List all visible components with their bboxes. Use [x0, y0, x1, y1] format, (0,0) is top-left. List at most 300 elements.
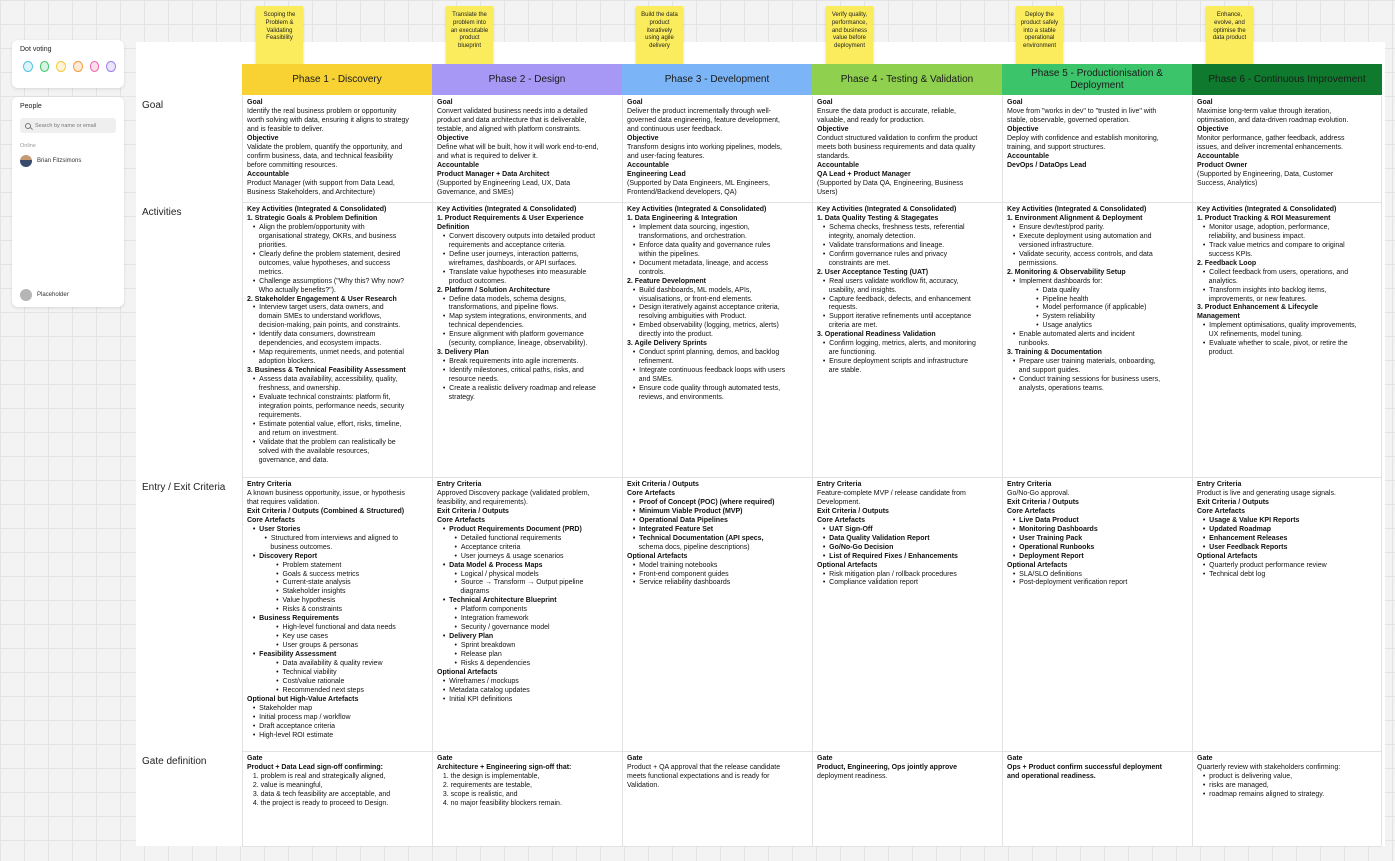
- activities-line: UX refinements, model tuning.: [1197, 331, 1303, 339]
- criteria-line: • Initial KPI definitions: [437, 695, 513, 703]
- activities-line: reviews, and environments.: [627, 394, 724, 402]
- activities-line: controls.: [627, 268, 666, 276]
- placeholder-avatar: [20, 289, 32, 301]
- gate-cell-discovery[interactable]: [242, 752, 431, 846]
- goal-cell-improvement[interactable]: [1192, 96, 1381, 202]
- activities-line: • Estimate potential value, effort, risks, timeline,: [247, 420, 402, 428]
- dot-voting-title: Dot voting: [20, 46, 52, 53]
- gate-line: deployment readiness.: [817, 772, 888, 780]
- goal-line: training, and support structures.: [1007, 143, 1106, 151]
- activities-line: 3. Delivery Plan: [437, 349, 489, 357]
- activities-line: success KPIs.: [1197, 250, 1253, 258]
- activities-line: • Confirm governance rules and privacy: [817, 250, 948, 258]
- row-divider: [242, 751, 1381, 752]
- activities-line: are functioning.: [817, 349, 877, 357]
- activities-line: domain SMEs to understand workflows,: [247, 313, 382, 321]
- activities-line: • Support iterative refinements until acceptance: [817, 313, 972, 321]
- gate-line: • product is delivering value,: [1197, 772, 1293, 780]
- gate-line: Product, Engineering, Ops jointly approve: [817, 763, 958, 771]
- avatar: [20, 155, 32, 167]
- activities-line: • Implement dashboards for:: [1007, 277, 1103, 285]
- criteria-line: • Wireframes / mockups: [437, 677, 519, 685]
- blue-dot[interactable]: [23, 61, 33, 72]
- dot-voting-panel: [12, 40, 124, 88]
- criteria-line: • Key use cases: [247, 633, 329, 641]
- criteria-line: • Data availability & quality review: [247, 660, 383, 668]
- activities-line: • Implement data sourcing, ingestion,: [627, 223, 750, 231]
- criteria-cell-discovery[interactable]: [242, 478, 431, 751]
- criteria-line: • Acceptance criteria: [437, 543, 521, 551]
- activities-line: • Enable automated alerts and incident: [1007, 331, 1135, 339]
- goal-line: testable, and aligned with platform constraints.: [437, 125, 581, 133]
- criteria-line: • Monitoring Dashboards: [1007, 525, 1098, 533]
- criteria-line: • Product Requirements Document (PRD): [437, 525, 582, 533]
- goal-line: Convert validated business needs into a detailed: [437, 107, 588, 115]
- criteria-line: Core Artefacts: [1007, 507, 1055, 515]
- activities-line: Key Activities (Integrated & Consolidated): [817, 206, 957, 213]
- criteria-line: • Risks & dependencies: [437, 660, 531, 668]
- criteria-line: • User journeys & usage scenarios: [437, 552, 564, 560]
- activities-line: • Prepare user training materials, onboarding,: [1007, 358, 1156, 366]
- goal-line: Goal: [437, 99, 453, 106]
- criteria-line: • Technical viability: [247, 669, 337, 677]
- activities-cell-improvement[interactable]: [1192, 203, 1381, 477]
- goal-line: (Supported by Engineering Lead, UX, Data: [437, 179, 571, 187]
- gate-line: • risks are managed,: [1197, 781, 1269, 789]
- criteria-line: • UAT Sign-Off: [817, 525, 873, 533]
- activities-line: • Conduct sprint planning, demos, and backlog: [627, 349, 780, 357]
- criteria-line: • User Training Pack: [1007, 534, 1083, 542]
- gate-line: • roadmap remains aligned to strategy.: [1197, 790, 1325, 798]
- activities-line: • Evaluate whether to scale, pivot, or retire the: [1197, 340, 1348, 348]
- activities-line: • Assess data availability, accessibility, quality,: [247, 376, 398, 384]
- goal-line: Accountable: [247, 170, 290, 178]
- phase-header-improvement[interactable]: Phase 6 - Continuous Improvement: [1192, 64, 1382, 95]
- activities-line: integrity, anomaly detection.: [817, 232, 916, 240]
- row-label-entry-exit: Entry / Exit Criteria: [142, 482, 226, 493]
- goal-line: and continuous user feedback.: [627, 125, 723, 133]
- goal-line: stable, observable, governed operation.: [1007, 116, 1130, 124]
- goal-line: Business Stakeholders, and Architecture): [247, 188, 376, 196]
- activities-line: • Embed observability (logging, metrics, alerts): [627, 322, 779, 330]
- criteria-line: Optional Artefacts: [1197, 552, 1258, 560]
- gate-line: Ops + Product confirm successful deployment: [1007, 763, 1163, 771]
- criteria-line: • Quarterly product performance review: [1197, 561, 1327, 569]
- criteria-line: • High-level functional and data needs: [247, 624, 396, 632]
- row-label-activities: Activities: [142, 207, 182, 218]
- activities-line: Management: [1197, 313, 1240, 321]
- criteria-line: • Structured from interviews and aligned to: [247, 534, 399, 542]
- activities-line: analytics.: [1197, 277, 1238, 285]
- activities-line: product.: [1197, 349, 1234, 357]
- activities-cell-testing[interactable]: [812, 203, 1001, 477]
- criteria-line: • Front-end component guides: [627, 570, 729, 578]
- goal-line: Governance, and SMEs): [437, 188, 514, 196]
- column-divider: [622, 96, 623, 846]
- online-status-label: Online: [20, 143, 36, 149]
- criteria-line: • Go/No-Go Decision: [817, 543, 894, 551]
- sticky-note-improvement[interactable]: [1206, 6, 1253, 66]
- orange-dot[interactable]: [73, 61, 83, 72]
- criteria-line: Optional Artefacts: [1007, 561, 1068, 569]
- criteria-line: • Stakeholder map: [247, 704, 313, 712]
- activities-line: • Validate transformations and lineage.: [817, 241, 945, 249]
- gate-cell-deployment[interactable]: [1002, 752, 1191, 846]
- activities-line: 3. Agile Delivery Sprints: [627, 340, 707, 348]
- activities-line: • Map requirements, unmet needs, and potential: [247, 349, 404, 357]
- criteria-line: • Detailed functional requirements: [437, 534, 562, 542]
- criteria-line: Entry Criteria: [1197, 481, 1242, 488]
- column-divider: [432, 96, 433, 846]
- activities-line: • Ensure dev/test/prod parity.: [1007, 223, 1105, 231]
- activities-line: are stable.: [817, 367, 862, 375]
- activities-line: • Monitor usage, adoption, performance,: [1197, 223, 1330, 231]
- activities-line: • Real users validate workflow fit, accuracy,: [817, 277, 959, 285]
- activities-line: usability, and insights.: [817, 286, 897, 294]
- criteria-line: Go/No-Go approval.: [1007, 489, 1070, 497]
- activities-line: • Map system integrations, environments, and: [437, 313, 587, 321]
- criteria-line: Exit Criteria / Outputs: [817, 507, 889, 515]
- goal-line: (Supported by Data Engineers, ML Engineers,: [627, 179, 770, 187]
- gate-line: meets functional expectations and is ready for: [627, 772, 770, 780]
- activities-line: • Define data models, schema designs,: [437, 295, 566, 303]
- activities-line: Key Activities (Integrated & Consolidated): [1007, 206, 1147, 213]
- activities-line: • Document metadata, lineage, and access: [627, 259, 768, 267]
- activities-line: resolving ambiguities with Product.: [627, 313, 747, 321]
- activities-line: 2. User Acceptance Testing (UAT): [817, 268, 929, 276]
- activities-line: transformations, and pipeline flows.: [437, 304, 559, 312]
- goal-line: Accountable: [1007, 152, 1050, 160]
- gate-line: Gate: [247, 755, 263, 762]
- criteria-line: • Recommended next steps: [247, 686, 364, 694]
- phase-header-discovery[interactable]: Phase 1 - Discovery: [242, 64, 432, 95]
- gate-line: and operational readiness.: [1007, 772, 1096, 780]
- criteria-line: feasibility, and requirements).: [437, 498, 528, 506]
- goal-cell-discovery[interactable]: [242, 96, 431, 202]
- gate-line: Gate: [817, 755, 833, 762]
- activities-line: governance, and data.: [247, 456, 329, 464]
- goal-line: Objective: [247, 134, 279, 142]
- activities-line: freshness, and ownership.: [247, 385, 341, 393]
- criteria-line: Entry Criteria: [1007, 481, 1052, 488]
- criteria-line: • Problem statement: [247, 561, 342, 569]
- search-placeholder: Search by name or email: [35, 122, 97, 129]
- criteria-line: • Proof of Concept (POC) (where required): [627, 498, 775, 506]
- activities-line: • Identify milestones, critical paths, risks, and: [437, 367, 584, 375]
- activities-line: resource needs.: [437, 376, 499, 384]
- activities-line: permissions.: [1007, 259, 1058, 267]
- sticky-note-testing[interactable]: [826, 6, 873, 66]
- criteria-line: • Risk mitigation plan / rollback procedures: [817, 570, 957, 578]
- activities-line: • Conduct training sessions for business users,: [1007, 376, 1161, 384]
- gate-line: 3. scope is realistic, and: [437, 790, 518, 798]
- criteria-line: • Operational Data Pipelines: [627, 516, 728, 524]
- activities-line: 1. Data Quality Testing & Stagegates: [817, 214, 939, 222]
- gate-cell-design[interactable]: [432, 752, 621, 846]
- column-divider: [242, 96, 243, 846]
- criteria-line: • Current-state analysis: [247, 579, 351, 587]
- criteria-cell-design[interactable]: [432, 478, 621, 751]
- activities-line: • Validate that the problem can realistically be: [247, 438, 396, 446]
- people-title: People: [20, 103, 42, 110]
- activities-line: solved with the available resources,: [247, 447, 370, 455]
- criteria-line: • Data Quality Validation Report: [817, 534, 930, 542]
- activities-line: • Model performance (if applicable): [1007, 304, 1147, 312]
- activities-line: 1. Strategic Goals & Problem Definition: [247, 214, 378, 222]
- row-divider: [242, 477, 1381, 478]
- activities-cell-discovery[interactable]: [242, 203, 431, 477]
- activities-line: product outcomes.: [437, 277, 507, 285]
- gate-cell-testing[interactable]: [812, 752, 1001, 846]
- purple-dot[interactable]: [106, 61, 116, 72]
- goal-line: Objective: [1197, 125, 1229, 133]
- goal-line: Goal: [247, 99, 263, 106]
- gate-line: 2. value is meaningful,: [247, 781, 323, 789]
- goal-line: standards.: [817, 152, 850, 160]
- goal-line: meets both business requirements and data quality: [817, 143, 976, 151]
- goal-line: (Supported by Engineering, Data, Customer: [1197, 170, 1334, 178]
- goal-line: Define what will be built, how it will work end-to-end,: [437, 143, 599, 151]
- criteria-line: Optional but High-Value Artefacts: [247, 695, 359, 703]
- criteria-cell-improvement[interactable]: [1192, 478, 1381, 751]
- activities-line: • Challenge assumptions ("Why this? Why now?: [247, 277, 405, 285]
- activities-line: • Ensure code quality through automated tests,: [627, 385, 781, 393]
- sticky-note-text: Enhance, evolve, and optimise the data product: [1212, 12, 1247, 42]
- activities-line: • Track value metrics and compare to original: [1197, 241, 1345, 249]
- gate-line: 1. problem is real and strategically aligned,: [247, 772, 386, 780]
- criteria-line: A known business opportunity, issue, or hypothesis: [247, 489, 405, 497]
- goal-line: Transform designs into working pipelines, models,: [627, 143, 782, 151]
- activities-line: • Capture feedback, defects, and enhancement: [817, 295, 971, 303]
- activities-line: adoption blockers.: [247, 358, 316, 366]
- activities-line: analysts, operations teams.: [1007, 385, 1104, 393]
- criteria-line: • High-level ROI estimate: [247, 731, 334, 739]
- criteria-line: diagrams: [437, 588, 490, 596]
- dot-voting-colors: [20, 61, 116, 72]
- activities-line: directly into the product.: [627, 331, 713, 339]
- criteria-line: Product is live and generating usage signals.: [1197, 489, 1336, 497]
- criteria-line: • Release plan: [437, 651, 502, 659]
- criteria-line: • Goals & success metrics: [247, 570, 360, 578]
- activities-line: • Schema checks, freshness tests, referential: [817, 223, 965, 231]
- sticky-note-design[interactable]: [446, 6, 493, 66]
- column-divider: [1192, 96, 1193, 846]
- goal-cell-deployment[interactable]: [1002, 96, 1191, 202]
- goal-line: Goal: [627, 99, 643, 106]
- criteria-line: Optional Artefacts: [437, 669, 498, 677]
- activities-line: • Interview target users, data owners, and: [247, 304, 384, 312]
- gate-line: Gate: [1197, 755, 1213, 762]
- goal-line: Deliver the product incrementally through well-: [627, 107, 771, 115]
- criteria-line: Core Artefacts: [437, 516, 485, 524]
- criteria-line: • Post-deployment verification report: [1007, 579, 1128, 587]
- goal-line: Maximise long-term value through iteration,: [1197, 107, 1332, 115]
- criteria-line: Core Artefacts: [247, 516, 295, 524]
- activities-line: • Create a realistic delivery roadmap and release: [437, 385, 596, 393]
- criteria-line: • Enhancement Releases: [1197, 534, 1288, 542]
- criteria-line: • Initial process map / workflow: [247, 713, 351, 721]
- criteria-line: Feature-complete MVP / release candidate from: [817, 489, 966, 497]
- activities-line: 2. Feedback Loop: [1197, 259, 1257, 267]
- activities-line: • Execute deployment using automation and: [1007, 232, 1152, 240]
- goal-line: before committing resources.: [247, 161, 338, 169]
- activities-line: 3. Product Enhancement & Lifecycle: [1197, 304, 1318, 312]
- gate-line: 4. no major feasibility blockers remain.: [437, 799, 562, 807]
- activities-line: versioned infrastructure.: [1007, 241, 1094, 249]
- activities-line: constraints are met.: [817, 259, 891, 267]
- activities-line: priorities.: [247, 241, 288, 249]
- activities-line: • Validate security, access controls, and data: [1007, 250, 1153, 258]
- criteria-line: Optional Artefacts: [627, 552, 688, 560]
- activities-line: • System reliability: [1007, 313, 1096, 321]
- activities-line: 3. Operational Readiness Validation: [817, 331, 936, 339]
- criteria-line: • Model training notebooks: [627, 561, 718, 569]
- activities-line: Who actually benefits?").: [247, 286, 336, 294]
- activities-line: 2. Stakeholder Engagement & User Research: [247, 295, 397, 303]
- criteria-line: Entry Criteria: [437, 481, 482, 488]
- gate-line: Architecture + Engineering sign-off that:: [437, 763, 572, 771]
- activities-line: • Translate value hypotheses into measurable: [437, 268, 587, 276]
- criteria-line: • Logical / physical models: [437, 570, 539, 578]
- activities-line: and SMEs.: [627, 376, 673, 384]
- activities-line: criteria are met.: [817, 322, 878, 330]
- criteria-line: Optional Artefacts: [817, 561, 878, 569]
- criteria-line: schema docs, pipeline descriptions): [627, 543, 750, 551]
- activities-cell-deployment[interactable]: [1002, 203, 1191, 477]
- goal-line: DevOps / DataOps Lead: [1007, 161, 1087, 169]
- criteria-line: • Minimum Viable Product (MVP): [627, 507, 743, 515]
- goal-line: Deploy with confidence and establish monitoring,: [1007, 134, 1159, 142]
- activities-line: 1. Product Requirements & User Experience: [437, 214, 584, 222]
- goal-line: Objective: [817, 125, 849, 133]
- goal-line: Engineering Lead: [627, 170, 686, 178]
- goal-line: valuable, and ready for production.: [817, 116, 925, 124]
- row-divider: [242, 846, 1381, 847]
- phase-header-deployment[interactable]: Phase 5 - Productionisation & Deployment: [1002, 64, 1192, 95]
- activities-line: 3. Business & Technical Feasibility Assessment: [247, 367, 406, 375]
- activities-line: runbooks.: [1007, 340, 1050, 348]
- criteria-line: business outcomes.: [247, 543, 333, 551]
- activities-line: • Data quality: [1007, 286, 1080, 294]
- goal-line: and what is required to deliver it.: [437, 152, 538, 160]
- people-search-input[interactable]: [20, 118, 116, 133]
- activities-line: requirements.: [247, 411, 302, 419]
- row-label-goal: Goal: [142, 100, 164, 111]
- criteria-line: • Stakeholder insights: [247, 588, 346, 596]
- gate-line: Product + QA approval that the release candidate: [627, 763, 781, 771]
- activities-line: Key Activities (Integrated & Consolidated): [627, 206, 767, 213]
- criteria-line: • Sprint breakdown: [437, 642, 516, 650]
- activities-line: • Ensure alignment with platform governance: [437, 331, 584, 339]
- criteria-cell-deployment[interactable]: [1002, 478, 1191, 751]
- criteria-line: • Security / governance model: [437, 624, 550, 632]
- activities-line: • Enforce data quality and governance rules: [627, 241, 771, 249]
- activities-line: outcomes, value hypotheses, and success: [247, 259, 391, 267]
- activities-cell-design[interactable]: [432, 203, 621, 477]
- person-item[interactable]: [20, 155, 116, 167]
- activities-line: • Identify data consumers, downstream: [247, 331, 376, 339]
- activities-line: • Align the problem/opportunity with: [247, 223, 365, 231]
- sticky-note-deployment[interactable]: [1016, 6, 1063, 66]
- phase-header-testing[interactable]: Phase 4 - Testing & Validation: [812, 64, 1002, 95]
- sticky-note-text: Deploy the product safely into a stable operational environment: [1020, 12, 1059, 50]
- criteria-cell-testing[interactable]: [812, 478, 1001, 751]
- pink-dot[interactable]: [90, 61, 100, 72]
- goal-line: Product Owner: [1197, 161, 1248, 169]
- goal-line: Product Manager + Data Architect: [437, 170, 550, 178]
- activities-line: 2. Feature Development: [627, 277, 706, 285]
- sticky-note-discovery[interactable]: [256, 6, 303, 66]
- activities-line: integration points, performance needs, security: [247, 402, 405, 410]
- activities-line: • Build dashboards, ML models, APIs,: [627, 286, 752, 294]
- goal-line: Accountable: [627, 161, 670, 169]
- activities-line: wireframes, dashboards, or API surfaces.: [437, 259, 577, 267]
- activities-line: • Break requirements into agile increments.: [437, 358, 579, 366]
- activities-line: • Transform insights into backlog items,: [1197, 286, 1327, 294]
- goal-line: Frontend/Backend developers, QA): [627, 188, 737, 196]
- activities-line: • Evaluate technical constraints: platform fit,: [247, 394, 391, 402]
- criteria-line: • User groups & personas: [247, 642, 358, 650]
- row-label-gate: Gate definition: [142, 756, 207, 767]
- criteria-cell-development[interactable]: [622, 478, 811, 751]
- sticky-note-text: Build the data product iteratively using agile delivery: [641, 12, 678, 50]
- goal-line: Conduct structured validation to confirm the product: [817, 134, 978, 142]
- goal-line: Validate the problem, quantify the opportunity, and: [247, 143, 403, 151]
- phase-header-design[interactable]: Phase 2 - Design: [432, 64, 622, 95]
- placeholder-person[interactable]: [20, 289, 69, 301]
- activities-line: visualisations, or front-end elements.: [627, 295, 753, 303]
- criteria-line: • User Stories: [247, 525, 301, 533]
- yellow-dot[interactable]: [56, 61, 66, 72]
- criteria-line: • User Feedback Reports: [1197, 543, 1288, 551]
- goal-cell-testing[interactable]: [812, 96, 1001, 202]
- criteria-line: Exit Criteria / Outputs: [1197, 498, 1269, 506]
- phase-header-development[interactable]: Phase 3 - Development: [622, 64, 812, 95]
- person-name: Brian Fitzsimons: [37, 158, 82, 164]
- gate-line: 1. the design is implementable,: [437, 772, 540, 780]
- criteria-line: Entry Criteria: [247, 481, 292, 488]
- gate-line: 2. requirements are testable,: [437, 781, 532, 789]
- sticky-note-development[interactable]: [636, 6, 683, 66]
- criteria-line: Entry Criteria: [817, 481, 862, 488]
- gate-cell-development[interactable]: [622, 752, 811, 846]
- green-dot[interactable]: [40, 61, 50, 72]
- criteria-line: Core Artefacts: [817, 516, 865, 524]
- goal-line: Accountable: [1197, 152, 1240, 160]
- activities-line: • Ensure deployment scripts and infrastructure: [817, 358, 969, 366]
- activities-line: 1. Environment Alignment & Deployment: [1007, 214, 1143, 222]
- goal-line: Goal: [1007, 99, 1023, 106]
- column-divider: [812, 96, 813, 846]
- sticky-note-text: Translate the problem into an executable product blueprint: [450, 12, 489, 50]
- activities-line: Key Activities (Integrated & Consolidated): [247, 206, 387, 213]
- goal-line: QA Lead + Product Manager: [817, 170, 911, 178]
- goal-cell-design[interactable]: [432, 96, 621, 202]
- activities-cell-development[interactable]: [622, 203, 811, 477]
- search-icon: [25, 123, 31, 129]
- gate-cell-improvement[interactable]: [1192, 752, 1381, 846]
- goal-cell-development[interactable]: [622, 96, 811, 202]
- criteria-line: • Technical Documentation (API specs,: [627, 534, 764, 542]
- goal-line: issues, and deliver incremental enhancements.: [1197, 143, 1343, 151]
- activities-line: and return on investment.: [247, 429, 339, 437]
- criteria-line: • Compliance validation report: [817, 579, 918, 587]
- gate-line: 4. the project is ready to proceed to Design.: [247, 799, 389, 807]
- activities-line: • Implement optimisations, quality improvements,: [1197, 322, 1357, 330]
- goal-line: Goal: [817, 99, 833, 106]
- goal-line: governed data engineering, feature development,: [627, 116, 780, 124]
- criteria-line: Exit Criteria / Outputs (Combined & Structured): [247, 507, 405, 515]
